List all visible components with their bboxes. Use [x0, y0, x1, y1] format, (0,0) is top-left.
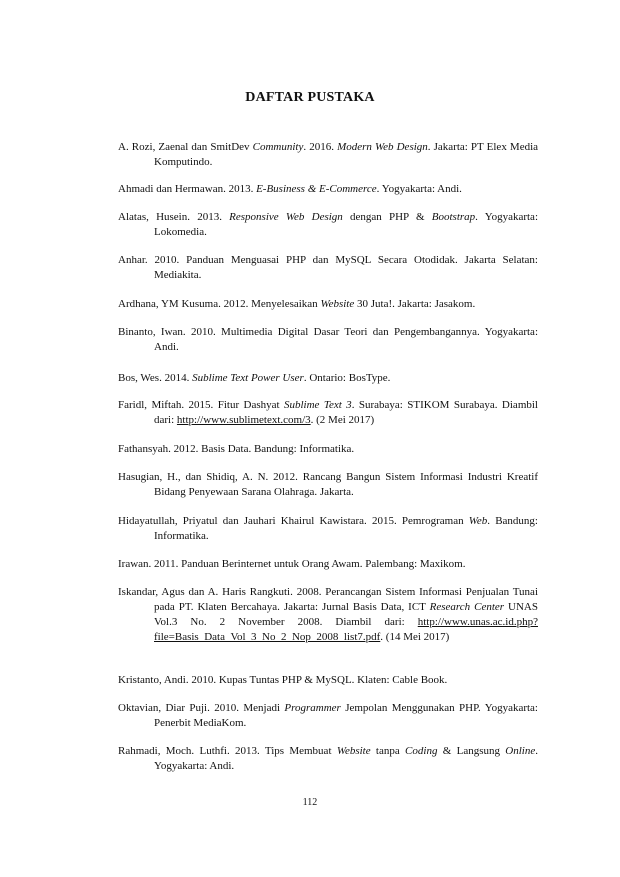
reference-entry: [118, 585, 538, 645]
reference-text: UNAS Vol.3 No. 2 November 2008. Diambil dari:: [154, 601, 538, 628]
reference-entry: [118, 673, 538, 688]
page-title: DAFTAR PUSTAKA: [245, 90, 375, 105]
reference-text: . Ontario: BosType.: [303, 372, 391, 384]
reference-entry: [118, 442, 538, 457]
reference-entry: [118, 140, 538, 170]
reference-entry: [118, 182, 538, 197]
reference-text: Alatas, Husein. 2013.: [118, 211, 230, 223]
page-number: 112: [302, 797, 318, 808]
reference-italic-text: Programmer: [284, 702, 341, 714]
reference-text: Irawan. 2011. Panduan Berinternet untuk Orang Awam. Palembang: Maxikom.: [118, 558, 466, 570]
reference-text: . Jakarta: PT Elex Media Komputindo.: [154, 141, 539, 168]
reference-text: Iskandar, Agus dan A. Haris Rangkuti. 2008. Perancangan Sistem Informasi Penjualan Tunai pada PT. Klaten Bercahaya. Jakarta: Jurnal Basis Data, ICT: [118, 586, 538, 613]
reference-italic-text: Community: [252, 141, 304, 153]
reference-entry: [118, 325, 538, 355]
reference-italic-text: Coding: [405, 745, 438, 757]
reference-text: Jempolan Menggunakan PHP. Yogyakarta: Penerbit MediaKom.: [154, 702, 538, 729]
reference-text: . Yogyakarta: Andi.: [154, 745, 538, 772]
reference-text: tanpa: [370, 745, 406, 757]
reference-text: Anhar. 2010. Panduan Menguasai PHP dan MySQL Secara Otodidak. Jakarta Selatan: Mediakita.: [118, 254, 538, 281]
reference-text: Fathansyah. 2012. Basis Data. Bandung: Informatika.: [118, 443, 355, 455]
reference-italic-text: Sublime Text 3: [283, 399, 352, 411]
reference-entry: [118, 253, 538, 283]
reference-italic-text: Research Center: [429, 601, 505, 613]
reference-link[interactable]: http://www.unas.ac.id.php?file=Basis_Data_Vol_3_No_2_Nop_2008_list7.pdf: [154, 616, 538, 643]
reference-text: . 2016.: [303, 141, 338, 153]
reference-italic-text: Modern Web Design: [337, 141, 428, 153]
reference-text: . (14 Mei 2017): [380, 631, 450, 643]
reference-entry: [118, 210, 538, 240]
reference-text: Kristanto, Andi. 2010. Kupas Tuntas PHP & MySQL. Klaten: Cable Book.: [118, 674, 448, 686]
reference-text: Faridl, Miftah. 2015. Fitur Dashyat: [118, 399, 284, 411]
reference-entry: [118, 398, 538, 428]
reference-text: Binanto, Iwan. 2010. Multimedia Digital Dasar Teori dan Pengembangannya. Yogyakarta: Andi.: [118, 326, 538, 353]
reference-text: . Yogyakarta: Andi.: [376, 183, 462, 195]
reference-text: Ardhana, YM Kusuma. 2012. Menyelesaikan: [118, 298, 321, 310]
reference-text: Rahmadi, Moch. Luthfi. 2013. Tips Membuat: [118, 745, 337, 757]
reference-italic-text: Bootstrap: [431, 211, 476, 223]
reference-entry: [118, 470, 538, 500]
reference-entry: [118, 514, 538, 544]
reference-text: Hasugian, H., dan Shidiq, A. N. 2012. Rancang Bangun Sistem Informasi Industri Kreatif Bidang Penyewaan Sarana Olahraga. Jakarta.: [118, 471, 538, 498]
reference-italic-text: Website: [336, 745, 371, 757]
reference-entry: [118, 297, 538, 312]
reference-italic-text: Responsive Web Design: [229, 211, 343, 223]
reference-italic-text: E-Business & E-Commerce: [256, 183, 377, 195]
reference-italic-text: Online: [505, 745, 536, 757]
reference-text: Ahmadi dan Hermawan. 2013.: [118, 183, 257, 195]
reference-italic-text: Web: [468, 515, 488, 527]
reference-text: A. Rozi, Zaenal dan SmitDev: [118, 141, 253, 153]
reference-text: . Surabaya: STIKOM Surabaya. Diambil dari:: [154, 399, 538, 426]
reference-text: dengan PHP &: [342, 211, 432, 223]
reference-text: Bos, Wes. 2014.: [118, 372, 193, 384]
reference-text: . (2 Mei 2017): [310, 414, 375, 426]
reference-italic-text: Website: [320, 298, 355, 310]
reference-text: . Bandung: Informatika.: [154, 515, 538, 542]
reference-entry: [118, 701, 538, 731]
reference-text: Hidayatullah, Priyatul dan Jauhari Khairul Kawistara. 2015. Pemrograman: [118, 515, 469, 527]
reference-italic-text: Sublime Text Power User: [192, 372, 304, 384]
reference-link[interactable]: http://www.sublimetext.com/3: [176, 414, 311, 426]
reference-entry: [118, 744, 538, 774]
reference-entry: [118, 557, 538, 572]
reference-text: Oktavian, Diar Puji. 2010. Menjadi: [118, 702, 285, 714]
reference-text: 30 Juta!. Jakarta: Jasakom.: [354, 298, 476, 310]
reference-text: . Yogyakarta: Lokomedia.: [154, 211, 538, 238]
reference-text: & Langsung: [437, 745, 506, 757]
reference-entry: [118, 371, 538, 386]
